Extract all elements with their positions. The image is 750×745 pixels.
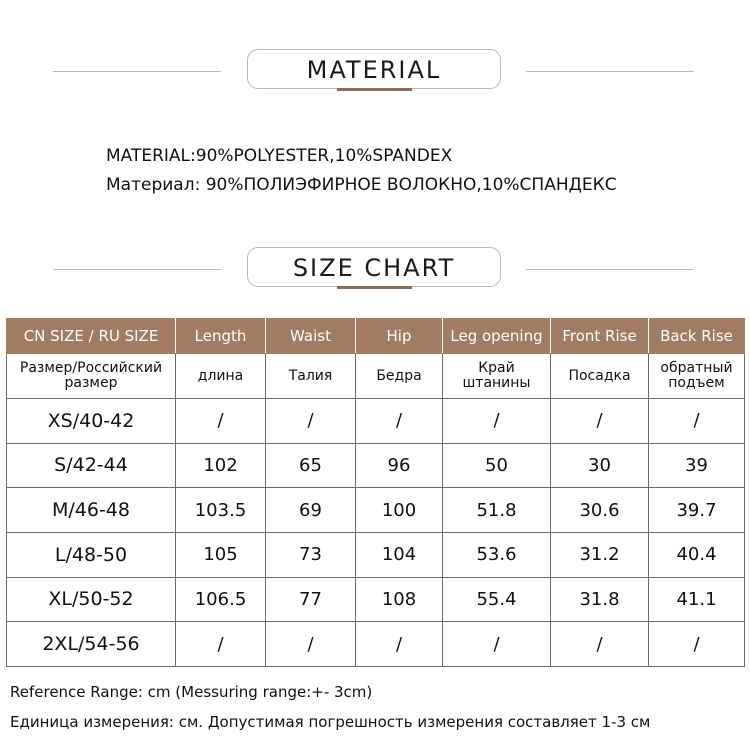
table-cell: / [356,622,443,667]
title-underline [337,88,412,91]
table-cell: 69 [266,488,356,533]
subheader-length: длина [176,354,266,399]
table-cell: / [649,399,745,444]
table-cell: XL/50-52 [7,577,176,622]
table-cell: 73 [266,532,356,577]
table-cell: 106.5 [176,577,266,622]
material-title: MATERIAL [247,49,501,89]
table-cell: / [551,622,649,667]
subheader-leg-opening: Край штанины [443,354,551,399]
table-cell: 103.5 [176,488,266,533]
table-row [7,443,745,488]
header-back-rise: Back Rise [649,319,745,354]
table-cell: / [551,399,649,444]
title-underline [337,286,412,289]
table-row [7,399,745,444]
header-length: Length [176,319,266,354]
table-cell: 41.1 [649,577,745,622]
table-cell: 65 [266,443,356,488]
divider-line-right [526,269,694,270]
subheader-back-rise: обратный подъем [649,354,745,399]
table-cell: / [266,399,356,444]
table-cell: 2XL/54-56 [7,622,176,667]
table-cell: 40.4 [649,532,745,577]
table-cell: 104 [356,532,443,577]
subheader-front-rise: Посадка [551,354,649,399]
table-cell: / [266,622,356,667]
table-cell: 31.8 [551,577,649,622]
material-ru: Материал: 90%ПОЛИЭФИРНОЕ ВОЛОКНО,10%СПАНДЕКС [106,175,617,195]
table-cell: / [176,399,266,444]
reference-range-note: Reference Range: cm (Messuring range:+- 3cm) [10,683,373,701]
table-cell: 39 [649,443,745,488]
table-cell: 77 [266,577,356,622]
divider-line-left [53,71,221,72]
subheader-size: Размер/Российский размер [7,354,176,399]
table-cell: 102 [176,443,266,488]
size-chart-section-header [0,247,750,293]
header-hip: Hip [356,319,443,354]
table-cell: S/42-44 [7,443,176,488]
table-cell: 100 [356,488,443,533]
material-section-header [0,49,750,95]
table-cell: 39.7 [649,488,745,533]
table-cell: XS/40-42 [7,399,176,444]
divider-line-right [526,71,694,72]
table-row [7,532,745,577]
divider-line-left [53,269,221,270]
table-cell: 51.8 [443,488,551,533]
table-cell: / [443,399,551,444]
header-size: CN SIZE / RU SIZE [7,319,176,354]
table-subheader-row [7,354,745,399]
table-cell: / [176,622,266,667]
header-waist: Waist [266,319,356,354]
table-cell: / [649,622,745,667]
table-cell: L/48-50 [7,532,176,577]
measurement-note-ru: Единица измерения: см. Допустимая погрешность измерения составляет 1-3 см [10,713,651,731]
table-cell: 30 [551,443,649,488]
header-front-rise: Front Rise [551,319,649,354]
table-row [7,577,745,622]
table-cell: / [443,622,551,667]
table-row [7,488,745,533]
table-cell: 50 [443,443,551,488]
table-cell: 55.4 [443,577,551,622]
size-chart-table [6,318,745,667]
table-cell: M/46-48 [7,488,176,533]
table-row [7,622,745,667]
table-cell: 30.6 [551,488,649,533]
table-cell: 105 [176,532,266,577]
subheader-waist: Талия [266,354,356,399]
table-cell: 108 [356,577,443,622]
table-cell: / [356,399,443,444]
table-cell: 96 [356,443,443,488]
table-cell: 31.2 [551,532,649,577]
material-en: MATERIAL:90%POLYESTER,10%SPANDEX [106,146,453,166]
subheader-hip: Бедра [356,354,443,399]
table-cell: 53.6 [443,532,551,577]
table-header-row [7,319,745,354]
size-chart-title: SIZE CHART [247,247,501,287]
header-leg-opening: Leg opening [443,319,551,354]
